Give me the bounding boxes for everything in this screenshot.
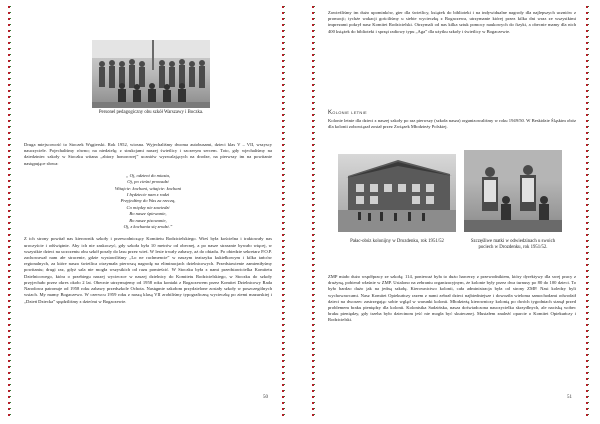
colony-building-caption: Pałac-obóz kolonijny w Drozdenku, rok 1951/52 xyxy=(350,239,444,244)
decorative-border-left xyxy=(312,6,318,416)
mothers-visit-photo xyxy=(464,150,562,250)
poem-line: Przyjedźmy do Was za rzeczą, xyxy=(120,198,176,204)
left-page-text xyxy=(24,142,272,406)
poem-line: I będziecie nam z radzi xyxy=(126,192,170,198)
right-page-top-text xyxy=(328,10,576,80)
welcome-poem xyxy=(24,173,272,231)
poem-line: „ Oj, odzieni do miasta, xyxy=(125,172,171,178)
mothers-visit-image xyxy=(464,150,562,232)
decorative-border-left xyxy=(8,6,14,416)
staff-photo xyxy=(92,40,210,108)
decorative-border-right xyxy=(282,6,288,416)
poem-line: Oj, z kochania się zrodzi.” xyxy=(123,224,173,230)
section-title: Kolonie letnie xyxy=(328,110,367,116)
staff-photo-caption: Personel pedagogiczny obu szkół Warszawy i Boczka. xyxy=(98,110,204,115)
poem-line: Co między nie zawiedzi xyxy=(126,204,170,210)
left-page xyxy=(8,6,288,416)
right-page-mid-text xyxy=(328,118,576,146)
colony-building-photo xyxy=(338,154,456,244)
left-paragraph-1: Druga miejscowość to Stoczek Węgierski. Rok 1952, wiosna. Wyjechaliśmy dwoma autobusami, dzieci klas V – VII, wszyscy nauczyciele. Pojechaliśmy równo; na niedzielę; z strukcjami naszej świetlicy i szczerym sercem. Toto, gdy wjechaliśmy na dziedziniec szkoły w Stoczku witana „zbiory honorowej” uczniów wyzwalających na drodze, na pierwszy im na powitanie następujące słowa: xyxy=(24,142,272,166)
left-paragraph-2: Z ich strony powitał nas kierownik szkoły i przewodniczący Komitetu Rodzicielskiego. Wieś była kościelna i traktowały nas uroczyście i odświętnie. Aby ich nie zaskoczyć, gdy szkoła była 10 metrów od obecnej, a po nasze strasznie bywało więcej, w wszystkie dzieci na uczczeniu obu szkół poszły do lasu przez wieś. W lesie trwały zabawy, aż do obiadu. Po obiedzie sekretarz P.O.P. zachowawał nam ałe stracenie, gdzie wystawiliśmy „Lo ne rachmencie” w naszym teatrzyku kukiełkowym i kilka tańców regionalnych, za które nasza świetlica otrzymała pierwszą nagrodę na eliminacjach dzielnicowych. Przedstawienie zamieniłyśmy powitaniu; drugi raz, gdyż sala nie mogła wszystkich od razu pomieścić. W Stoczku była z nami przedstawicielka Komitetu Dzielnicowego, która o przebiegu naszej wycieczce w naszej dzielnicy do Komitetu Rodzicielskiego, w Stoczku do szkoły przyjechało przez okres około 2 lat. Obecnie utrzymujemy od 1958 roku kontakt z Bogaczewem przez Komitet Dzielnicowy Rada Narodowa patronuje od 1958 roku zabawy przedszkole Ochota. Następnie szkołom przydzielone zostały szkoły w poszczególnych wsiach. My mamy Bogaczewo. W czerwcu 1959 roku z naszą klasą VII zrobiliśmy typograficzną wycieczkę po ziemi mazurskiej i „Dzień Dziecka” spędziliśmy z dziećmi w Bogaczewie. xyxy=(24,236,272,304)
right-page xyxy=(312,6,592,416)
right-page-bottom-text xyxy=(328,274,576,406)
colony-building-image xyxy=(338,154,456,232)
staff-photo-image xyxy=(92,40,210,108)
decorative-border-right xyxy=(586,6,592,416)
page-number-right: 51 xyxy=(567,395,572,400)
mothers-visit-caption: Szczęśliwe matki w odwiedzinach u swoich pociech w Drozdenku, rok 1951/52. xyxy=(470,239,556,250)
right-paragraph-3: ZMP miało dużo współpracy ze szkołą; 114, ponieważ była to dużo harcerzy z przewodnikiem, który dyrektywy dla swej pracy z drużyną, pobierał właśnie w ZMP. Ustalono na zebraniu organizacyjnym, że kolonie były przez dwa turnusy po 80 do 100 dzieci. To było bardzo dużo jak na jedną szkołę. Kierownictwo kolonii, cała administracja była od strony ZMP. Nasi koledzy byli wychowawcami. Nasz Komitet Opiekuńczy razem z nami zebrał dzieci najbiedniejsze i dowoziła wieloma samochodami odwodził dzieci na dworzec zastrzegając sobie wgląd w warunki kolonii. Młodzieżą kierowniczy kolonią po dwóch tygodniach stanął przed problemem braku pieniędzy dla kolonii. Kolonistka Sadzińska, nasza doświadczona nauczycielka skrzydlnych, ale naciską wobec braku pieniędzy, gdy trzeba było dziecinom jeść nie mogła być skutecznej. Musiałem znaleźć oparcie o Komitet Opiekuńczy i Rodzicielski. xyxy=(328,274,576,323)
poem-line: Oj, po cieśni prowadzi xyxy=(127,179,169,185)
poem-line: Witajcie: kochani, witajcie: kochani xyxy=(114,185,182,191)
poem-line: Bo nasze śpiewanie, xyxy=(129,211,167,217)
page-number-left: 50 xyxy=(263,395,268,400)
right-paragraph-2: Kolonie letnie dla dzieci z naszej szkoły po raz pierwszy (szkoła nasza) organizowaliśmy w roku 1949/50. W Beskidzie Śląskim obóz dla kolonii zobowiązał został przez Związek Młodzieży Polskiej. xyxy=(328,118,576,130)
right-paragraph-1: Zawieźliśmy im dużo upominków, gier dla świetlicy, książek do biblioteki i na indywidualne nagrody dla najlepszych uczniów z promocji; tychże wakacji gościliśmy u siebie wycieczkę z Bogaczewa, utrzymanie której przez kilka dni wraz ze wszystkimi imprezami pokrył nasz Komitet Rodzicielski. Otrzymali od nas kilka sztuk pomocy naukowych do fizyki, a obecnie mamy dla nich 400 książek do biblioteki i sprzęt radiowy typu „Aga” dla użytku szkoły i świetlicy w Bogaczewie. xyxy=(328,10,576,34)
poem-line: Bo nasze pisowanie, xyxy=(129,217,167,223)
